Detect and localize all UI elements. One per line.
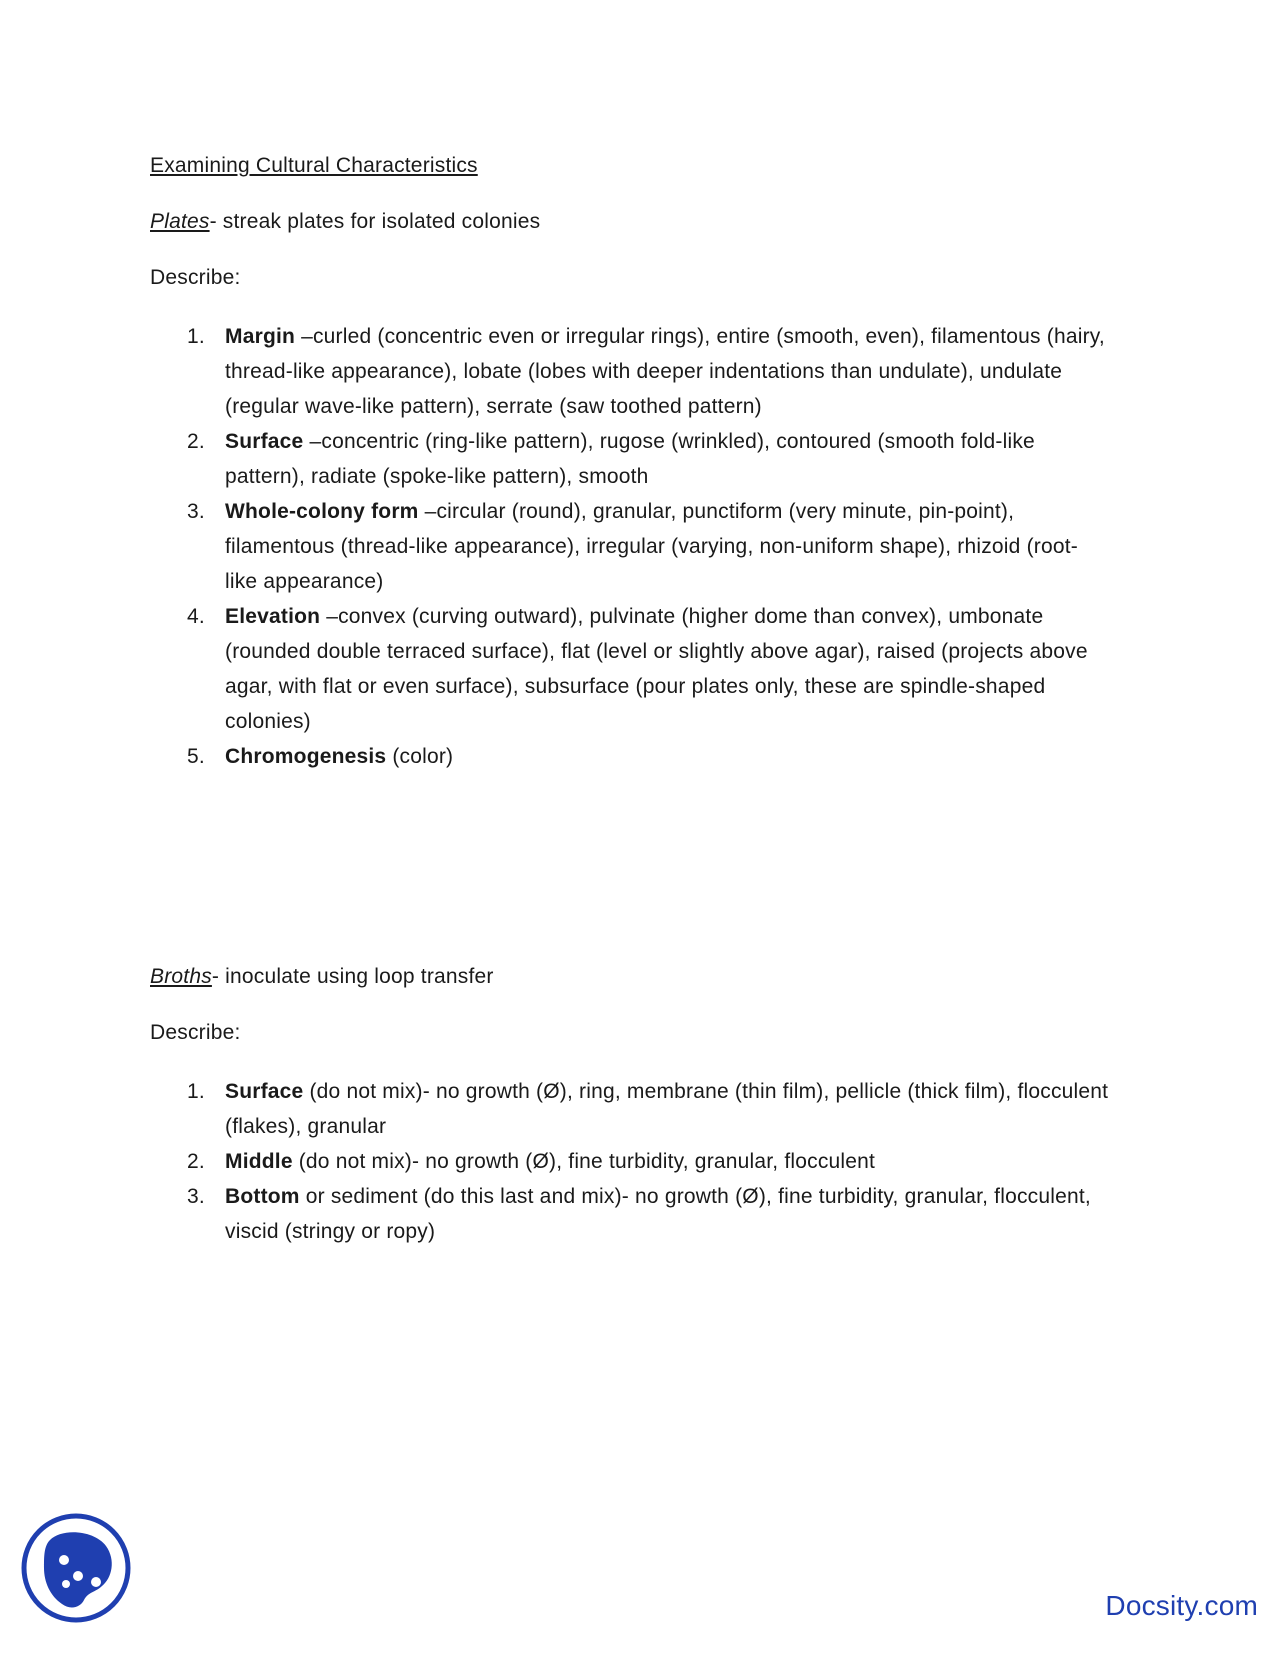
list-item-term: Surface [225,430,304,453]
list-item [150,1074,1110,1144]
broths-description: - inoculate using loop transfer [211,965,494,988]
broths-describe-label: Describe: [150,1021,241,1044]
docsity-brand-link[interactable]: Docsity.com [1105,1590,1258,1621]
list-item-term: Bottom [225,1185,300,1208]
plates-describe-label: Describe: [150,266,241,289]
list-item [150,424,1110,494]
list-item-number: 1. [187,325,205,348]
list-item-number: 3. [187,1185,205,1208]
list-item-number: 4. [187,605,205,628]
list-item-number: 5. [187,745,205,768]
document-title: Examining Cultural Characteristics [150,154,478,177]
list-item [150,1179,1110,1249]
plates-description: - streak plates for isolated colonies [209,210,541,233]
plates-label: Plates [150,210,210,233]
list-item [150,739,1110,774]
list-item-number: 2. [187,1150,205,1173]
docsity-logo-icon[interactable] [20,1512,132,1624]
list-item-text: (do not mix)- no growth (Ø), fine turbidity, granular, flocculent [292,1150,876,1173]
list-item-term: Whole-colony form [225,500,419,523]
list-item-number: 1. [187,1080,205,1103]
list-item-text: (color) [386,745,454,768]
list-item-text: –convex (curving outward), pulvinate (higher dome than convex), umbonate (rounded double terraced surface), flat (level or slightly above agar), raised (projects above agar, with flat or even surface), subsurface (pour plates only, these are spindle-shaped colonies) [225,605,1088,733]
list-item-term: Margin [225,325,296,348]
list-item-term: Middle [225,1150,293,1173]
list-item-text: –curled (concentric even or irregular rings), entire (smooth, even), filamentous (hairy, thread-like appearance), lobate (lobes with deeper indentations than undulate), undulate (regular wave-like pattern), serrate (saw toothed pattern) [225,325,1105,418]
plates-list [150,319,1110,774]
list-item-term: Elevation [225,605,321,628]
list-item-text: or sediment (do this last and mix)- no growth (Ø), fine turbidity, granular, flocculent, viscid (stringy or ropy) [225,1185,1091,1243]
list-item [150,1144,1110,1179]
list-item [150,319,1110,424]
list-item-text: (do not mix)- no growth (Ø), ring, membrane (thin film), pellicle (thick film), flocculent (flakes), granular [225,1080,1109,1138]
list-item-text: –circular (round), granular, punctiform (very minute, pin-point), filamentous (thread-like appearance), irregular (varying, non-uniform shape), rhizoid (root-like appearance) [225,500,1078,593]
list-item [150,494,1110,599]
docsity-logo-graphic [20,1512,132,1624]
plates-heading [150,207,540,237]
list-item-term: Chromogenesis [225,745,387,768]
list-item-text: –concentric (ring-like pattern), rugose (wrinkled), contoured (smooth fold-like pattern), radiate (spoke-like pattern), smooth [225,430,1035,488]
broths-list [150,1074,1110,1249]
broths-heading [150,962,494,992]
list-item [150,599,1110,739]
broths-label: Broths [150,965,212,988]
list-item-number: 3. [187,500,205,523]
list-item-term: Surface [225,1080,304,1103]
list-item-number: 2. [187,430,205,453]
